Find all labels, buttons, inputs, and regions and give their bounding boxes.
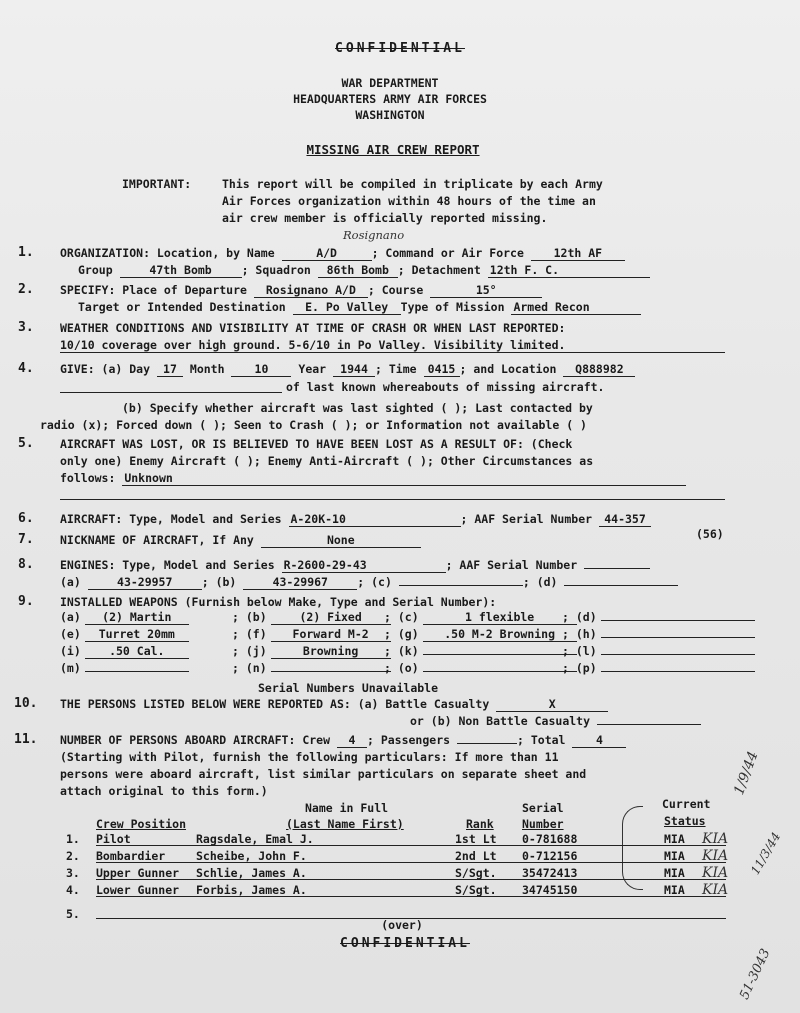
- weapon-slot-label: ; (n): [232, 661, 267, 675]
- weapon-slot: [232, 661, 391, 675]
- give-line-1: [60, 362, 635, 377]
- crew-name: Ragsdale, Emal J.: [196, 832, 314, 846]
- crew-serial: 0-712156: [522, 849, 578, 863]
- crew-count: 4: [337, 733, 367, 748]
- weapon-slot: [562, 610, 755, 624]
- crew-status: MIA: [664, 832, 685, 846]
- item-5-number: 5.: [18, 436, 34, 451]
- important-text-2: Air Forces organization within 48 hours of the time an: [222, 194, 596, 208]
- weather-label: WEATHER CONDITIONS AND VISIBILITY AT TIME OF CRASH OR WHEN LAST REPORTED:: [60, 321, 566, 335]
- weapon-slot: [384, 661, 577, 675]
- crew-name: Scheibe, John F.: [196, 849, 307, 863]
- aircraft-type-label: AIRCRAFT: Type, Model and Series: [60, 512, 282, 526]
- weapon-slot: [232, 627, 391, 642]
- loss-cause-underline: [60, 499, 725, 500]
- command-value: 12th AF: [531, 246, 625, 261]
- crew-name: Forbis, James A.: [196, 883, 307, 897]
- weapon-slot-label: ; (f): [232, 627, 267, 641]
- weapon-slot: [562, 661, 755, 675]
- crew-row-line: [96, 879, 726, 880]
- weapon-slot-value: [423, 654, 577, 655]
- crew-name: Schlie, James A.: [196, 866, 307, 880]
- report-title: MISSING AIR CREW REPORT: [306, 142, 480, 157]
- battle-casualty-label: THE PERSONS LISTED BELOW WERE REPORTED AS: (a) Battle Casualty: [60, 697, 490, 711]
- crew-position: Pilot: [96, 832, 131, 846]
- weapon-slot: [384, 644, 577, 658]
- crew-serial: 34745150: [522, 883, 578, 897]
- over-label: (over): [381, 918, 423, 932]
- name-header-bottom: (Last Name First): [286, 817, 404, 831]
- aircraft-serial-label: ; AAF Serial Number: [460, 512, 593, 526]
- weapon-slot-label: ; (j): [232, 644, 267, 658]
- persons-aboard-line: [60, 733, 626, 748]
- weapon-slot-label: (a): [60, 610, 81, 624]
- crew-rank: 1st Lt: [455, 832, 497, 846]
- time-label: ; Time: [375, 362, 417, 376]
- weapon-slot-label: ; (h): [562, 627, 597, 641]
- weapon-slot-label: ; (c): [384, 610, 419, 624]
- weapon-slot-value: [601, 637, 755, 638]
- item-11-number: 11.: [14, 732, 38, 747]
- crew-serial: 35472413: [522, 866, 578, 880]
- aircraft-serial-suffix: (56): [696, 527, 724, 541]
- weapon-slot: [232, 644, 391, 659]
- weapon-slot: [60, 627, 189, 642]
- crew-rank: S/Sgt.: [455, 883, 497, 897]
- detachment-label: ; Detachment: [397, 263, 481, 277]
- command-label: ; Command or Air Force: [371, 246, 524, 260]
- crew-status: MIA: [664, 849, 685, 863]
- item-7-number: 7.: [18, 532, 34, 547]
- item-9-number: 9.: [18, 594, 34, 609]
- weapon-slot-label: ; (b): [232, 610, 267, 624]
- crew-rank: 2nd Lt: [455, 849, 497, 863]
- city-name: WASHINGTON: [355, 108, 425, 122]
- whereabouts-text: of last known whereabouts of missing aircraft.: [286, 380, 605, 394]
- engine-type-value: R-2600-29-43: [282, 558, 446, 573]
- crew-position: Bombardier: [96, 849, 166, 863]
- nickname-line: [60, 533, 421, 548]
- non-battle-casualty-mark: [597, 724, 701, 725]
- weapon-slot-value: Forward M-2: [271, 627, 391, 642]
- crew-row-line: [96, 845, 726, 846]
- weapon-slot-label: ; (k): [384, 644, 419, 658]
- squadron-value: 86th Bomb: [318, 263, 398, 278]
- weapon-slot-value: [423, 671, 577, 672]
- department-name: WAR DEPARTMENT: [341, 76, 439, 90]
- crew-rank: S/Sgt.: [455, 866, 497, 880]
- weapon-slot: [60, 610, 189, 625]
- persons-instructions-1: (Starting with Pilot, furnish the following particulars: If more than 11: [60, 750, 559, 764]
- nickname-value: None: [261, 533, 421, 548]
- crew-row-number: 3.: [66, 866, 80, 880]
- crew-status-handwritten: KIA: [702, 848, 729, 864]
- crew-label: NUMBER OF PERSONS ABOARD AIRCRAFT: Crew: [60, 733, 331, 747]
- crew-row-number: 1.: [66, 832, 80, 846]
- important-text-3: air crew member is officially reported missing.: [222, 211, 548, 225]
- squadron-label: ; Squadron: [241, 263, 311, 277]
- weapon-slot-value: [601, 620, 755, 621]
- weapon-slot: [232, 610, 391, 625]
- engine-serial-label: ; AAF Serial Number: [445, 558, 578, 572]
- year-value: 1944: [333, 362, 375, 377]
- weapon-slot: [384, 610, 577, 625]
- crew-row-line: [96, 862, 726, 863]
- engine-c-label: ; (c): [357, 575, 392, 589]
- weapon-slot-value: (2) Fixed: [271, 610, 391, 625]
- crew-row-line: [96, 896, 726, 897]
- weapon-slot-value: .50 Cal.: [85, 644, 189, 659]
- weapon-slot-value: .50 M-2 Browning: [423, 627, 577, 642]
- classification-footer: CONFIDENTIAL: [340, 936, 470, 951]
- mission-label: Type of Mission: [400, 300, 505, 314]
- crew-position: Upper Gunner: [96, 866, 180, 880]
- weapon-slot-value: [601, 654, 755, 655]
- persons-instructions-3: attach original to this form.): [60, 784, 268, 798]
- weapon-slot: [60, 644, 189, 659]
- handwritten-date-note: 1/9/44: [731, 749, 762, 798]
- engine-a-value: 43-29957: [88, 575, 202, 590]
- rank-header: Rank: [466, 817, 494, 831]
- departure-label: SPECIFY: Place of Departure: [60, 283, 247, 297]
- org-location-value: A/D: [282, 246, 372, 261]
- item-8-number: 8.: [18, 557, 34, 572]
- non-battle-casualty-label: or (b) Non Battle Casualty: [410, 714, 591, 728]
- classification-header: CONFIDENTIAL: [335, 41, 465, 56]
- engine-b-value: 43-29967: [243, 575, 357, 590]
- org-label-text: ORGANIZATION: Location, by Name: [60, 246, 275, 260]
- weapon-slot-value: 1 flexible: [423, 610, 577, 625]
- target-value: E. Po Valley: [293, 300, 401, 315]
- group-value: 47th Bomb: [120, 263, 242, 278]
- crew-serial: 0-781688: [522, 832, 578, 846]
- weapon-slot-value: Turret 20mm: [85, 627, 189, 642]
- status-header-bottom: Status: [664, 814, 706, 828]
- engines-line-1: [60, 558, 650, 573]
- weapon-slot: [562, 627, 755, 641]
- persons-instructions-2: persons were aboard aircraft, list similar particulars on separate sheet and: [60, 767, 587, 781]
- casualty-line-1: [60, 697, 608, 712]
- engine-b-label: ; (b): [201, 575, 237, 589]
- last-sighted-text-1: (b) Specify whether aircraft was last sighted ( ); Last contacted by: [122, 401, 593, 415]
- weapon-slot: [60, 661, 189, 675]
- weapon-slot-value: [85, 671, 189, 672]
- crew-row-number: 4.: [66, 883, 80, 897]
- loss-location-label: ; and Location: [459, 362, 557, 376]
- headquarters-name: HEADQUARTERS ARMY AIR FORCES: [293, 92, 487, 106]
- month-label: Month: [189, 362, 225, 376]
- important-text-1: This report will be compiled in triplicate by each Army: [222, 177, 603, 191]
- departure-value: Rosignano A/D: [254, 283, 368, 298]
- aircraft-serial-value: 44-357: [599, 512, 651, 527]
- loss-cause-text-1: AIRCRAFT WAS LOST, OR IS BELIEVED TO HAVE BEEN LOST AS A RESULT OF: (Check: [60, 437, 573, 451]
- specify-line-2: [78, 300, 641, 315]
- follows-label: follows:: [60, 471, 116, 485]
- detachment-value: 12th F. C.: [488, 263, 650, 278]
- weapon-slot-value: Browning: [271, 644, 391, 659]
- crew-status: MIA: [664, 883, 685, 897]
- battle-casualty-mark: X: [496, 697, 608, 712]
- aircraft-line: [60, 512, 651, 527]
- org-line-2: [78, 263, 650, 278]
- weapon-slot-label: (m): [60, 661, 81, 675]
- course-value: 15°: [430, 283, 542, 298]
- weapon-slot-label: ; (g): [384, 627, 419, 641]
- crew-status-handwritten: KIA: [702, 865, 729, 881]
- engine-type-label: ENGINES: Type, Model and Series: [60, 558, 275, 572]
- handwritten-margin-number: 51-3043: [737, 946, 774, 1002]
- nickname-label: NICKNAME OF AIRCRAFT, If Any: [60, 533, 254, 547]
- weapons-serial-note: Serial Numbers Unavailable: [258, 681, 439, 695]
- weapon-slot-label: ; (p): [562, 661, 597, 675]
- weapon-slot-label: (i): [60, 644, 81, 658]
- item-2-number: 2.: [18, 282, 34, 297]
- day-label: GIVE: (a) Day: [60, 362, 151, 376]
- weather-underline: [60, 352, 725, 353]
- passengers-count: [457, 743, 517, 744]
- status-header-top: Current: [662, 797, 711, 811]
- group-label: Group: [78, 263, 113, 277]
- serial-header-top: Serial: [522, 801, 564, 815]
- engine-d-value: [564, 585, 678, 586]
- crew-position: Lower Gunner: [96, 883, 180, 897]
- mission-value: Armed Recon: [511, 300, 641, 315]
- casualty-line-2: [410, 714, 701, 728]
- engines-line-2: [60, 575, 678, 590]
- passengers-label: ; Passengers: [366, 733, 451, 747]
- crew-row-number: 2.: [66, 849, 80, 863]
- loss-cause-line-3: [60, 471, 686, 486]
- status-bracket-mark: [622, 806, 643, 890]
- month-value: 10: [231, 362, 291, 377]
- weapon-slot-label: ; (l): [562, 644, 597, 658]
- whereabouts-blank: [60, 392, 282, 393]
- item-6-number: 6.: [18, 511, 34, 526]
- item-1-number: 1.: [18, 245, 34, 260]
- engine-c-value: [399, 585, 523, 586]
- item-3-number: 3.: [18, 320, 34, 335]
- weapon-slot-label: ; (o): [384, 661, 419, 675]
- serial-header-bottom: Number: [522, 817, 564, 831]
- weapons-label: INSTALLED WEAPONS (Furnish below Make, Type and Serial Number):: [60, 595, 497, 609]
- last-sighted-text-2: radio (x); Forced down ( ); Seen to Crash ( ); or Information not available ( ): [40, 418, 587, 432]
- weather-value: 10/10 coverage over high ground. 5-6/10 in Po Valley. Visibility limited.: [60, 338, 566, 352]
- engine-serial-blank: [584, 568, 650, 569]
- day-value: 17: [157, 362, 183, 377]
- crew-status: MIA: [664, 866, 685, 880]
- weapon-slot-value: (2) Martin: [85, 610, 189, 625]
- follows-value: Unknown: [122, 471, 686, 486]
- crew-status-handwritten: KIA: [702, 882, 729, 898]
- time-value: 0415: [424, 362, 460, 377]
- year-label: Year: [298, 362, 327, 376]
- engine-d-label: ; (d): [522, 575, 558, 589]
- loss-cause-text-2: only one) Enemy Aircraft ( ); Enemy Anti-Aircraft ( ); Other Circumstances as: [60, 454, 594, 468]
- loss-location-value: Q888982: [563, 362, 635, 377]
- total-label: ; Total: [517, 733, 566, 747]
- weapon-slot-value: [271, 671, 391, 672]
- item-10-number: 10.: [14, 696, 38, 711]
- target-label: Target or Intended Destination: [78, 300, 286, 314]
- handwritten-row-3-note: 11/3/44: [748, 829, 784, 877]
- weapon-slot-value: [601, 671, 755, 672]
- item-4-number: 4.: [18, 361, 34, 376]
- total-count: 4: [572, 733, 626, 748]
- crew-status-handwritten: KIA: [702, 831, 729, 847]
- weapon-slot: [562, 644, 755, 658]
- name-header-top: Name in Full: [305, 801, 389, 815]
- specify-line-1: [60, 283, 542, 298]
- weapon-slot-label: (e): [60, 627, 81, 641]
- position-header: Crew Position: [96, 817, 187, 831]
- important-label: IMPORTANT:: [122, 177, 192, 191]
- course-label: ; Course: [367, 283, 424, 297]
- engine-a-label: (a): [60, 575, 81, 589]
- org-location-handwritten: Rosignano: [343, 228, 405, 242]
- aircraft-type-value: A-20K-10: [289, 512, 461, 527]
- weapon-slot: [384, 627, 577, 642]
- weapon-slot-label: ; (d): [562, 610, 597, 624]
- org-label: [60, 246, 625, 261]
- crew-row-5-label: 5.: [66, 907, 80, 921]
